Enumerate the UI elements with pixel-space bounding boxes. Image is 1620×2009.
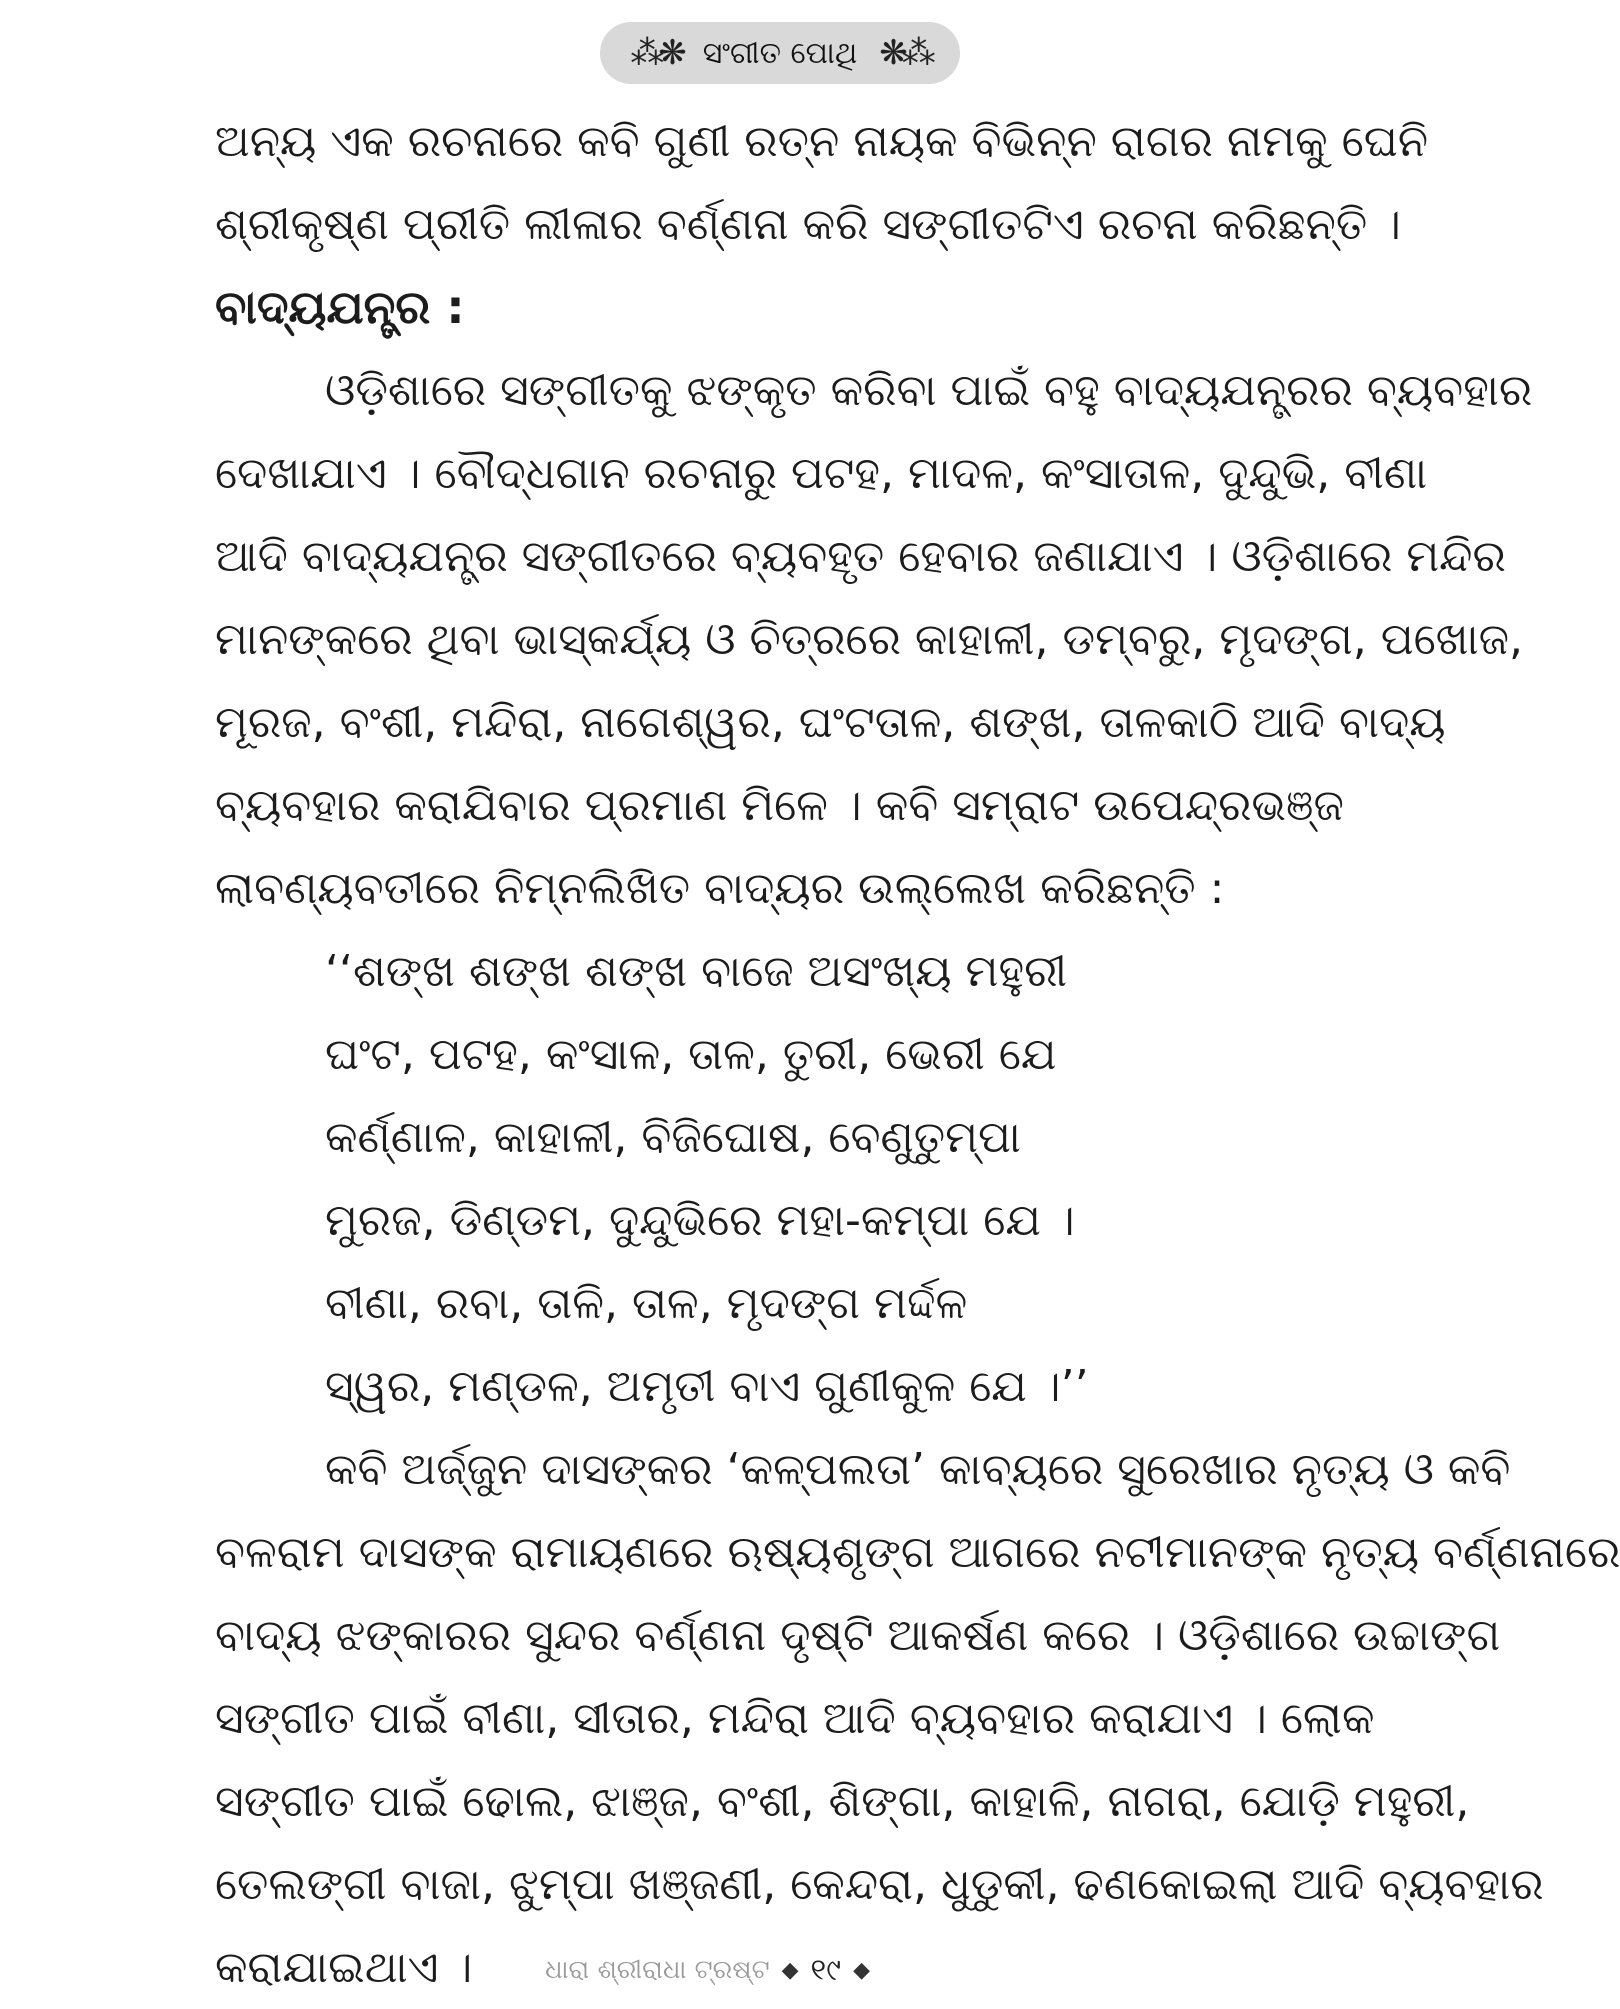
page-footer xyxy=(545,1950,1005,1990)
text-line: ତେଲଙ୍ଗୀ ବାଜା, ଝୁମ୍ପା ଖଞ୍ଜଣୀ, କେନ୍ଦରା, ଧୁଡୁକୀ, ଢଣକୋଇଲା ଆଦି ବ୍ୟବହାର xyxy=(215,1859,1544,1910)
text-line: ଆଦି ବାଦ୍ୟଯନ୍ତ୍ର ସଙ୍ଗୀତରେ ବ୍ୟବହୃତ ହେବାର ଜଣାଯାଏ । ଓଡ଼ିଶାରେ ମନ୍ଦିର xyxy=(215,531,1506,582)
page-number: ୧୯ xyxy=(810,1952,842,1988)
text-line: ଲାବଣ୍ୟବତୀରେ ନିମ୍ନଲିଖିତ ବାଦ୍ୟର ଉଲ୍ଲେଖ କରିଛନ୍ତି : xyxy=(215,863,1225,914)
page-body xyxy=(215,100,1620,2009)
section-heading: ବାଦ୍ୟଯନ୍ତ୍ର : xyxy=(215,280,465,334)
verse-line: ବୀଣା, ରବା, ତାଳି, ତାଳ, ମୃଦଙ୍ଗ ମର୍ଦ୍ଦଳ xyxy=(325,1278,968,1329)
text-line: ଅନ୍ୟ ଏକ ରଚନାରେ କବି ଗୁଣୀ ରତ୍ନ ନାୟକ ବିଭିନ୍ନ ରାଗର ନାମକୁ ଘେନି xyxy=(215,116,1429,167)
diamond-icon: ◆ xyxy=(853,1957,870,1983)
verse-line: ଘଂଟ, ପଟହ, କଂସାଳ, ତାଳ, ତୁରୀ, ଭେରୀ ଯେ xyxy=(325,1029,1057,1080)
text-line: ସଙ୍ଗୀତ ପାଇଁ ଢୋଲ, ଝାଞ୍ଜ, ବଂଶୀ, ଶିଙ୍ଗା, କାହାଳି, ନାଗରା, ଯୋଡ଼ି ମହୁରୀ, xyxy=(215,1776,1470,1827)
verse-line: ସ୍ୱର, ମଣ୍ଡଳ, ଅମୃତୀ ବାଏ ଗୁଣୀକୁଳ ଯେ ।’’ xyxy=(325,1361,1089,1412)
verse-line: କର୍ଣ୍ଣାଳ, କାହାଳୀ, ବିଜିଘୋଷ, ବେଣୁତୁମ୍ପା xyxy=(325,1112,1021,1163)
text-line: ମୂରଜ, ବଂଶୀ, ମନ୍ଦିରା, ନାଗେଶ୍ୱର, ଘଂଟତାଳ, ଶଙ୍ଖ, ତାଳକାଠି ଆଦି ବାଦ୍ୟ xyxy=(215,697,1446,748)
verse-line: ‘‘ଶଙ୍ଖ ଶଙ୍ଖ ଶଙ୍ଖ ବାଜେ ଅସଂଖ୍ୟ ମହୁରୀ xyxy=(325,946,1068,997)
text-line: ମାନଙ୍କରେ ଥିବା ଭାସ୍କର୍ଯ୍ୟ ଓ ଚିତ୍ରରେ କାହାଳୀ, ଡମ୍ବରୁ, ମୃଦଙ୍ଗ, ପଖୋଜ, xyxy=(215,614,1524,665)
text-line: କବି ଅର୍ଜ୍ଜୁନ ଦାସଙ୍କର ‘କଳ୍ପଲତା’ କାବ୍ୟରେ ସୁରେଖାର ନୃତ୍ୟ ଓ କବି xyxy=(325,1444,1511,1495)
running-header xyxy=(600,22,960,84)
verse-line: ମୁରଜ, ଡିଣ୍ଡମ, ଦୁନ୍ଦୁଭିରେ ମହା-କମ୍ପା ଯେ । xyxy=(325,1195,1075,1246)
header-title: ସଂଗୀତ ପୋଥି xyxy=(702,35,858,71)
footer-publisher: ଧାରା ଶ୍ରୀରାଧା ଟ୍ରଷ୍ଟ xyxy=(545,1954,770,1985)
text-line: ସଙ୍ଗୀତ ପାଇଁ ବୀଣା, ସୀତାର, ମନ୍ଦିରା ଆଦି ବ୍ୟବହାର କରାଯାଏ । ଲୋକ xyxy=(215,1693,1375,1744)
left-ornament-icon: ⁂❋ xyxy=(630,33,681,73)
text-line: ବଳରାମ ଦାସଙ୍କ ରାମାୟଣରେ ଋଷ୍ୟଶୃଙ୍ଗ ଆଗରେ ନଟୀମାନଙ୍କ ନୃତ୍ୟ ବର୍ଣ୍ଣନାରେ xyxy=(215,1527,1620,1578)
text-line: କରାଯାଇଥାଏ । xyxy=(215,1942,473,1993)
text-line: ଓଡ଼ିଶାରେ ସଙ୍ଗୀତକୁ ଝଙ୍କୃତ କରିବା ପାଇଁ ବହୁ ବାଦ୍ୟଯନ୍ତ୍ରର ବ୍ୟବହାର xyxy=(325,365,1533,416)
right-ornament-icon: ❋⁂ xyxy=(879,33,930,73)
diamond-icon: ◆ xyxy=(781,1957,799,1983)
text-line: ଶ୍ରୀକୃଷ୍ଣ ପ୍ରୀତି ଲୀଳାର ବର୍ଣ୍ଣନା କରି ସଙ୍ଗୀତଟିଏ ରଚନା କରିଛନ୍ତି । xyxy=(215,199,1401,250)
text-line: ବ୍ୟବହାର କରାଯିବାର ପ୍ରମାଣ ମିଳେ । କବି ସମ୍ରାଟ ଉପେନ୍ଦ୍ରଭଞ୍ଜ xyxy=(215,780,1344,831)
text-line: ଦେଖାଯାଏ । ବୌଦ୍ଧଗାନ ରଚନାରୁ ପଟହ, ମାଦଳ, କଂସାତାଳ, ଦୁନ୍ଦୁଭି, ବୀଣା xyxy=(215,448,1428,499)
text-line: ବାଦ୍ୟ ଝଙ୍କାରର ସୁନ୍ଦର ବର୍ଣ୍ଣନା ଦୃଷ୍ଟି ଆକର୍ଷଣ କରେ । ଓଡ଼ିଶାରେ ଉଚ୍ଚାଙ୍ଗ xyxy=(215,1610,1501,1661)
